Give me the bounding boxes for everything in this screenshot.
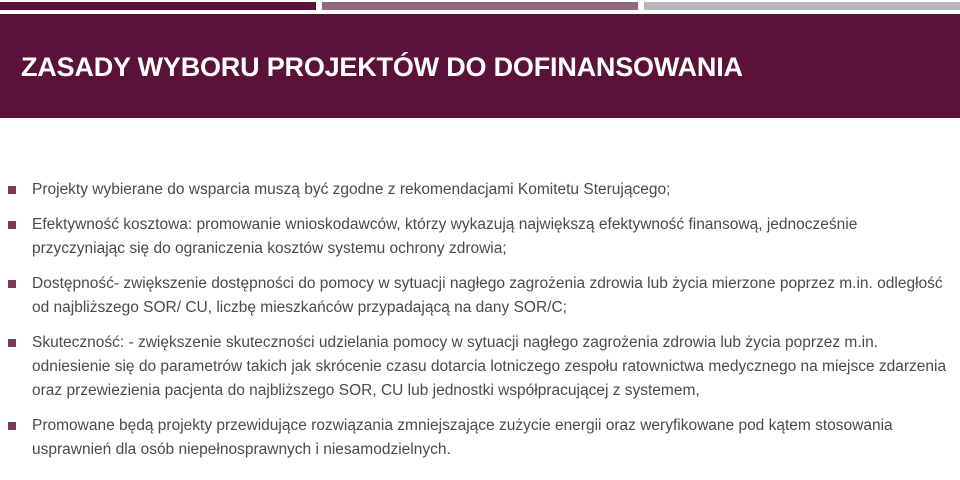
slide-title: ZASADY WYBORU PROJEKTÓW DO DOFINANSOWANIA bbox=[21, 52, 743, 82]
square-bullet-icon bbox=[8, 221, 16, 229]
square-bullet-icon bbox=[8, 422, 16, 430]
bullet-list bbox=[0, 178, 960, 462]
list-item bbox=[0, 178, 960, 202]
list-item bbox=[0, 331, 960, 403]
bullet-text: Efektywność kosztowa: promowanie wnioskodawców, którzy wykazują największą efektywność finansową, jednocześnie przyczyniając się do ograniczenia kosztów systemu ochrony zdrowia; bbox=[32, 216, 858, 257]
square-bullet-icon bbox=[8, 280, 16, 288]
top-decorative-bars bbox=[0, 2, 960, 10]
square-bullet-icon bbox=[8, 339, 16, 347]
list-item bbox=[0, 272, 960, 320]
top-bar-right bbox=[644, 2, 960, 10]
top-bar-left bbox=[0, 2, 316, 10]
bullet-text: Skuteczność: - zwiększenie skuteczności udzielania pomocy w sytuacji nagłego zagrożenia zdrowia lub życia poprzez m.in. odniesienie się do parametrów takich jak skrócenie czasu dotarcia lotniczego zespołu ratownictwa medycznego na miejsce zdarzenia oraz przewiezienia pacjenta do najbliższego SOR, CU lub jednostki współpracującej z systemem, bbox=[32, 334, 947, 399]
top-bar-middle bbox=[322, 2, 638, 10]
list-item bbox=[0, 213, 960, 261]
bullet-text: Dostępność- zwiększenie dostępności do pomocy w sytuacji nagłego zagrożenia zdrowia lub życia mierzone poprzez m.in. odległość od najbliższego SOR/ CU, liczbę mieszkańców przypadającą na dany SOR/C; bbox=[32, 275, 943, 316]
bullet-text: Projekty wybierane do wsparcia muszą być zgodne z rekomendacjami Komitetu Sterującego; bbox=[32, 181, 671, 198]
bullet-text: Promowane będą projekty przewidujące rozwiązania zmniejszające zużycie energii oraz weryfikowane pod kątem stosowania usprawnień dla osób niepełnosprawnych i niesamodzielnych. bbox=[32, 417, 893, 458]
title-banner bbox=[0, 14, 960, 118]
square-bullet-icon bbox=[8, 186, 16, 194]
slide-content bbox=[0, 178, 960, 473]
list-item bbox=[0, 414, 960, 462]
